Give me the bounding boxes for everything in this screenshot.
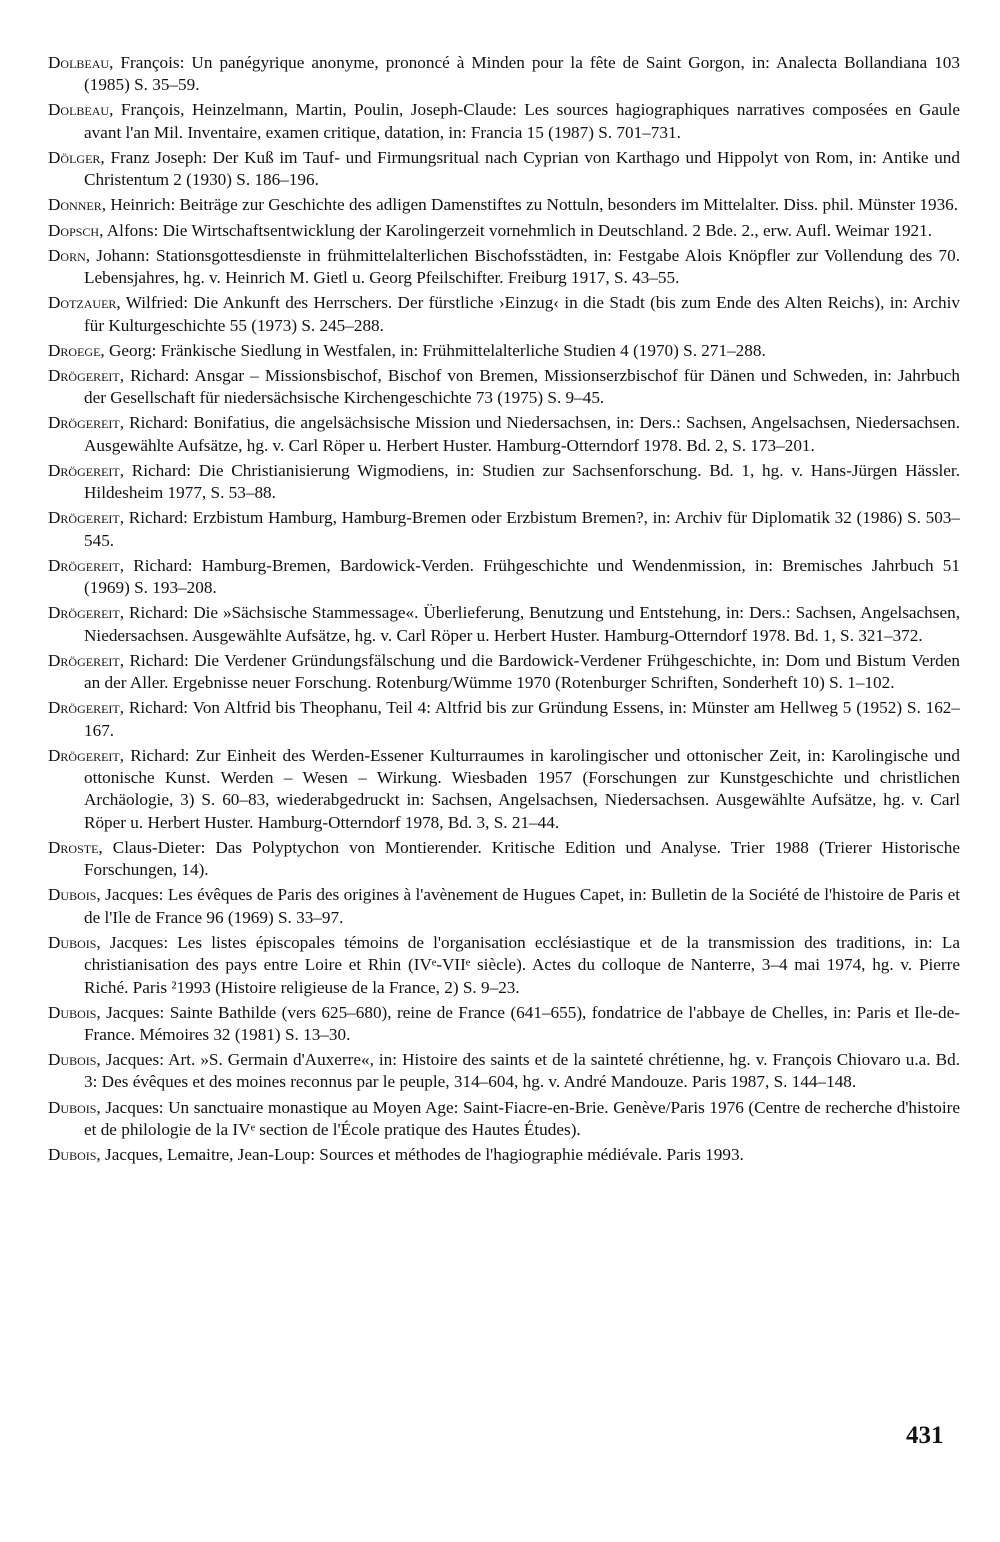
entry-author: Drögereit <box>48 555 120 575</box>
entry-author: Dotzauer <box>48 293 117 313</box>
entry-author: Dolbeau <box>48 100 110 120</box>
bibliography-entry <box>48 650 960 695</box>
entry-author: Dubois <box>48 1097 97 1117</box>
entry-text: , Johann: Stationsgottesdienste in frühmittelalterlichen Bischofsstädten, in: Festgabe Alois Knöpfler zur Vollendung des 70. Lebensjahres, hg. v. Heinrich M. Gietl u. Georg Pfeilschifter. Freiburg 1917, S. 43–55. <box>84 245 960 288</box>
entry-text: , Franz Joseph: Der Kuß im Tauf- und Firmungsritual nach Cyprian von Karthago und Hippolyt von Rom, in: Antike und Christentum 2 (1930) S. 186–196. <box>84 147 960 190</box>
entry-author: Drögereit <box>48 413 120 433</box>
bibliography-page <box>48 52 960 1169</box>
bibliography-entry <box>48 884 960 929</box>
entry-author: Droege <box>48 340 101 360</box>
bibliography-entry <box>48 697 960 742</box>
entry-text: , Heinrich: Beiträge zur Geschichte des adligen Damenstiftes zu Nottuln, besonders im Mittelalter. Diss. phil. Münster 1936. <box>101 195 959 215</box>
entry-text: , Jacques, Lemaitre, Jean-Loup: Sources et méthodes de l'hagiographie médiévale. Paris 1993. <box>96 1145 744 1165</box>
entry-text: , Georg: Fränkische Siedlung in Westfalen, in: Frühmittelalterliche Studien 4 (1970) S. 271–288. <box>100 340 766 360</box>
entry-text: , Richard: Ansgar – Missionsbischof, Bischof von Bremen, Missionserzbischof für Dänen und Schweden, in: Jahrbuch der Gesellschaft für niedersächsische Kirchengeschichte 73 (1975) S. 9–45. <box>84 365 960 408</box>
bibliography-entry <box>48 412 960 457</box>
bibliography-entry <box>48 52 960 97</box>
entry-text: , Richard: Die Verdener Gründungsfälschung und die Bardowick-Verdener Frühgeschichte, in: Dom und Bistum Verden an der Aller. Ergebnisse neuer Forschung. Rotenburg/Wümme 1970 (Rotenburger Schriften, Sonderheft 10) S. 1–102. <box>84 650 960 693</box>
page-number: 431 <box>906 1422 944 1449</box>
bibliography-entry <box>48 460 960 505</box>
entry-author: Dubois <box>48 885 97 905</box>
entry-text: , Richard: Erzbistum Hamburg, Hamburg-Bremen oder Erzbistum Bremen?, in: Archiv für Diplomatik 32 (1986) S. 503–545. <box>84 508 960 550</box>
bibliography-entry <box>48 555 960 600</box>
entry-author: Dorn <box>48 245 86 265</box>
entry-text: , Jacques: Un sanctuaire monastique au Moyen Age: Saint-Fiacre-en-Brie. Genève/Paris 1976 (Centre de recherche d'histoire et de philologie de la IVᵉ section de l'École pratique des Hautes Études). <box>84 1097 960 1139</box>
entry-text: , Claus-Dieter: Das Polyptychon von Montierender. Kritische Edition und Analyse. Trier 1988 (Trierer Historische Forschungen, 14). <box>84 837 960 880</box>
entry-author: Drögereit <box>48 603 120 623</box>
bibliography-entry <box>48 1144 960 1166</box>
entry-text: , Jacques: Art. »S. Germain d'Auxerre«, in: Histoire des saints et de la sainteté chrétienne, hg. v. François Chiovaro u.a. Bd. 3: Des évêques et des moines reconnus par le peuple, 314–604, hg. v. André Mandouze. Paris 1987, S. 144–148. <box>84 1050 960 1092</box>
bibliography-entry <box>48 365 960 410</box>
bibliography-entry <box>48 1002 960 1047</box>
entry-text: , Richard: Zur Einheit des Werden-Essener Kulturraumes in karolingischer und ottonischer Zeit, in: Karolingische und ottonische Kunst. Werden – Wesen – Wirkung. Wiesbaden 1957 (Forschungen zur Kunstgeschichte und christlichen Archäologie, 3) S. 60–83, wiederabgedruckt in: Sachsen, Angelsachsen, Niedersachsen. Ausgewählte Aufsätze, hg. v. Carl Röper u. Herbert Huster. Hamburg-Otterndorf 1978, Bd. 3, S. 21–44. <box>84 745 960 832</box>
entry-author: Dölger <box>48 147 101 167</box>
entry-author: Donner <box>48 195 102 215</box>
entry-author: Drögereit <box>48 745 120 765</box>
bibliography-entry <box>48 292 960 337</box>
bibliography-entry <box>48 837 960 882</box>
bibliography-entry <box>48 932 960 999</box>
entry-author: Dubois <box>48 1002 97 1022</box>
bibliography-list <box>48 52 960 1166</box>
entry-text: , François, Heinzelmann, Martin, Poulin, Joseph-Claude: Les sources hagiographiques narratives composées en Gaule avant l'an Mil. Inventaire, examen critique, datation, in: Francia 15 (1987) S. 701–731. <box>84 100 960 142</box>
entry-author: Dubois <box>48 932 97 952</box>
bibliography-entry <box>48 1097 960 1142</box>
entry-author: Drögereit <box>48 698 120 718</box>
entry-author: Drögereit <box>48 365 120 385</box>
entry-text: , François: Un panégyrique anonyme, prononcé à Minden pour la fête de Saint Gorgon, in: Analecta Bollandiana 103 (1985) S. 35–59. <box>84 53 960 95</box>
entry-author: Dopsch <box>48 220 100 240</box>
entry-text: , Richard: Bonifatius, die angelsächsische Mission und Niedersachsen, in: Ders.: Sachsen, Angelsachsen, Niedersachsen. Ausgewählte Aufsätze, hg. v. Carl Röper u. Herbert Huster. Hamburg-Otterndorf 1978. Bd. 2, S. 173–201. <box>84 413 960 455</box>
entry-author: Dubois <box>48 1145 97 1165</box>
bibliography-entry <box>48 340 960 362</box>
bibliography-entry <box>48 147 960 192</box>
entry-text: , Richard: Die Christianisierung Wigmodiens, in: Studien zur Sachsenforschung. Bd. 1, hg. v. Hans-Jürgen Hässler. Hildesheim 1977, S. 53–88. <box>84 460 960 503</box>
entry-text: , Alfons: Die Wirtschaftsentwicklung der Karolingerzeit vornehmlich in Deutschland. 2 Bde. 2., erw. Aufl. Weimar 1921. <box>99 220 933 240</box>
entry-author: Drögereit <box>48 650 120 670</box>
entry-author: Dolbeau <box>48 53 110 72</box>
bibliography-entry <box>48 745 960 834</box>
entry-text: , Jacques: Les listes épiscopales témoins de l'organisation ecclésiastique et de la transmission des traditions, in: La christianisation des pays entre Loire et Rhin (IVᵉ-VIIᵉ siècle). Actes du colloque de Nanterre, 3–4 mai 1974, hg. v. Pierre Riché. Paris ²1993 (Histoire religieuse de la France, 2) S. 9–23. <box>84 932 960 997</box>
entry-author: Droste <box>48 837 99 857</box>
entry-author: Drögereit <box>48 460 120 480</box>
entry-text: , Wilfried: Die Ankunft des Herrschers. Der fürstliche ›Einzug‹ in die Stadt (bis zum Ende des Alten Reichs), in: Archiv für Kulturgeschichte 55 (1973) S. 245–288. <box>84 293 960 335</box>
bibliography-entry <box>48 245 960 290</box>
entry-text: , Richard: Die »Sächsische Stammessage«. Überlieferung, Benutzung und Entstehung, in: Ders.: Sachsen, Angelsachsen, Niedersachsen. Ausgewählte Aufsätze, hg. v. Carl Röper u. Herbert Huster. Hamburg-Otterndorf 1978. Bd. 1, S. 321–372. <box>84 603 960 645</box>
bibliography-entry <box>48 220 960 242</box>
bibliography-entry <box>48 507 960 552</box>
entry-author: Dubois <box>48 1050 97 1070</box>
bibliography-entry <box>48 194 960 216</box>
entry-text: , Richard: Von Altfrid bis Theophanu, Teil 4: Altfrid bis zur Gründung Essens, in: Münster am Hellweg 5 (1952) S. 162–167. <box>84 698 960 740</box>
entry-text: , Richard: Hamburg-Bremen, Bardowick-Verden. Frühgeschichte und Wendenmission, in: Bremisches Jahrbuch 51 (1969) S. 193–208. <box>84 555 960 598</box>
entry-text: , Jacques: Sainte Bathilde (vers 625–680), reine de France (641–655), fondatrice de l'abbaye de Chelles, in: Paris et Ile-de-France. Mémoires 32 (1981) S. 13–30. <box>84 1002 960 1044</box>
bibliography-entry <box>48 99 960 144</box>
entry-author: Drögereit <box>48 508 120 528</box>
entry-text: , Jacques: Les évêques de Paris des origines à l'avènement de Hugues Capet, in: Bulletin de la Société de l'histoire de Paris et de l'Ile de France 96 (1969) S. 33–97. <box>84 885 960 927</box>
bibliography-entry <box>48 602 960 647</box>
bibliography-entry <box>48 1049 960 1094</box>
